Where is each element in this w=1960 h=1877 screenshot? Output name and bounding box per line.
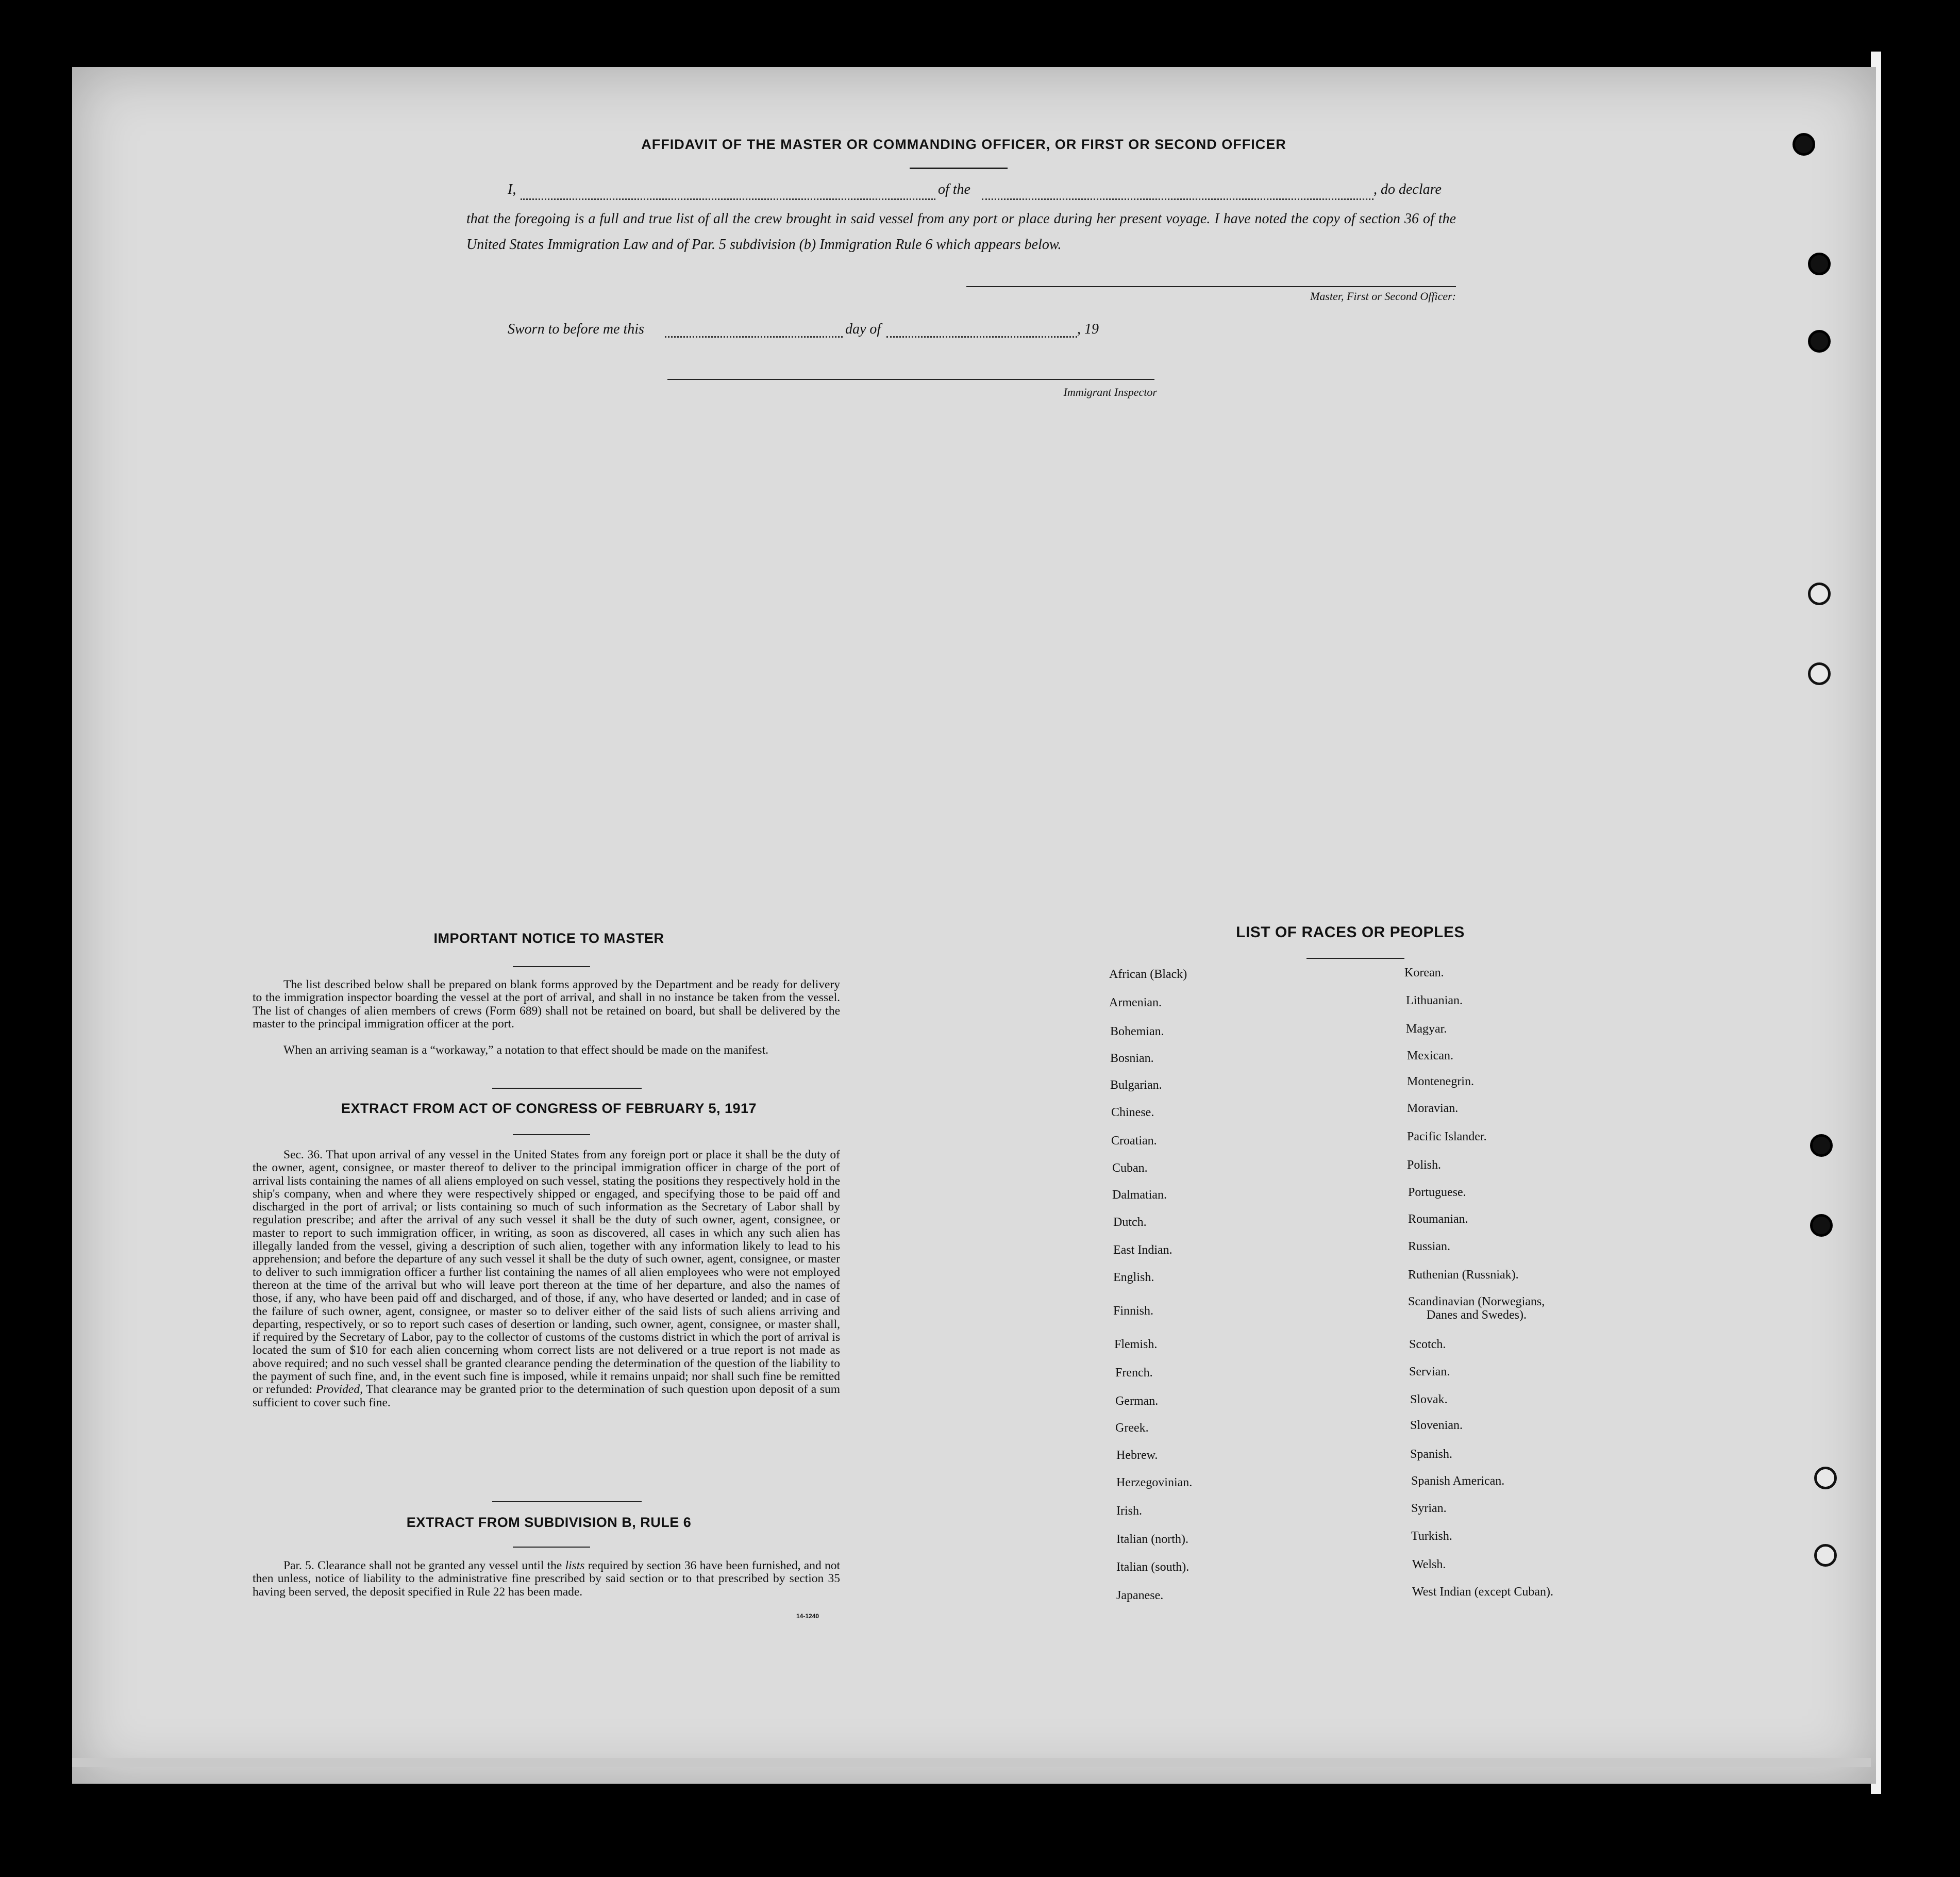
section-36-text (253, 1149, 840, 1409)
race-item: Polish. (1407, 1158, 1442, 1172)
race-item: English. (1113, 1271, 1154, 1284)
race-item: Danes and Swedes). (1427, 1308, 1527, 1322)
race-item: African (Black) (1109, 968, 1187, 981)
race-item: Cuban. (1112, 1161, 1148, 1175)
binder-hole-icon (1793, 133, 1815, 156)
rule-text-start: Par. 5. Clearance shall not be granted any vessel until the (283, 1559, 562, 1572)
section-36-body: That upon arrival of any vessel in the United States from any foreign port or place it shall be the duty of the owner, agent, consignee, or master thereof to deliver to the principal immigration officer in charge of the port of arrival lists containing the names of all aliens employed on such vessel, stating the positions they respectively hold in the ship's company, when and where they were respectively shipped or engaged, and specifying those to be paid off and discharged in the port of arrival; or lists containing so much of such information as the Secretary of Labor shall by regulation prescribe; and after the arrival of any such vessel it shall be the duty of such owner, agent, consignee, or master to report to such immigration officer, in writing, as soon as discovered, all cases in which any such alien has illegally landed from the vessel, giving a description of such alien, together with any information likely to lead to his apprehension; and before the departure of any such vessel it shall be the duty of such owner, agent, consignee, or master to deliver to such immigration officer a further list containing the names of all alien employees who were not employed thereon at the time of the arrival but who will leave port thereon at the time of her departure, and also the names of those, if any, who have been paid off and discharged, and of those, if any, who have deserted or landed; and in case of the failure of such owner, agent, consignee, or master so to deliver either of the said lists of such aliens arriving and departing, respectively, or so to report such cases of desertion or landing, such owner, agent, consignee, or master shall, if required by the Secretary of Labor, pay to the collector of customs of the customs district in which the port of arrival is located the sum of $10 for each alien concerning whom correct lists are not delivered or a true report is not made as above required; and no such vessel shall be granted clearance pending the determination of the question of the liability to the payment of such fine, and, in the event such fine is imposed, while it remains unpaid; nor shall such fine be remitted or refunded: (253, 1148, 841, 1397)
provided-label: Provided, (315, 1383, 363, 1397)
binder-hole-icon (1808, 253, 1831, 275)
paper-bottom-edge (72, 1758, 1871, 1767)
race-item: Scandinavian (Norwegians, (1408, 1295, 1545, 1308)
race-item: Hebrew. (1116, 1449, 1158, 1462)
section-label: Sec. 36. (283, 1148, 323, 1161)
race-item: Portuguese. (1408, 1186, 1466, 1199)
affidavit-i-label: I, (508, 181, 516, 197)
notice-paragraph-2: When an arriving seaman is a “workaway,” a notation to that effect should be made on the manifest. (283, 1043, 768, 1057)
section-36-end: That clearance may be granted prior to the determination of such question upon deposit of a sum sufficient to cover such fine. (253, 1383, 841, 1409)
master-signature-label: Master, First or Second Officer: (1310, 290, 1456, 303)
race-item: East Indian. (1113, 1243, 1172, 1257)
sworn-label: Sworn to before me this (508, 321, 644, 337)
race-item: French. (1115, 1366, 1153, 1380)
race-item: Irish. (1116, 1504, 1142, 1518)
race-item: Dutch. (1113, 1216, 1147, 1229)
binder-hole-icon (1810, 1134, 1833, 1157)
race-item: Slovenian. (1410, 1419, 1463, 1432)
affidavit-title: AFFIDAVIT OF THE MASTER OR COMMANDING OFFICER, OR FIRST OR SECOND OFFICER (641, 137, 1286, 152)
race-item: Moravian. (1407, 1102, 1459, 1115)
year-label: , 19 (1077, 321, 1099, 337)
race-item: Italian (south). (1116, 1560, 1190, 1574)
race-item: Spanish American. (1411, 1474, 1505, 1488)
master-signature-line[interactable] (966, 286, 1456, 287)
inspector-label: Immigrant Inspector (1063, 386, 1157, 398)
affidavit-of-the-label: of the (938, 181, 970, 197)
race-item: Slovak. (1410, 1393, 1448, 1406)
race-item: Welsh. (1412, 1558, 1446, 1571)
race-item: Japanese. (1116, 1589, 1164, 1602)
race-item: Russian. (1408, 1240, 1451, 1253)
race-item: Pacific Islander. (1407, 1130, 1487, 1143)
binder-hole-icon (1808, 662, 1831, 685)
binder-hole-icon (1814, 1544, 1837, 1567)
race-item: Servian. (1409, 1365, 1450, 1378)
race-item: Montenegrin. (1407, 1075, 1474, 1088)
race-item: Finnish. (1113, 1304, 1154, 1318)
race-item: Mexican. (1407, 1049, 1453, 1062)
race-item: Armenian. (1109, 996, 1162, 1009)
race-item: Spanish. (1410, 1448, 1453, 1461)
race-item: Syrian. (1411, 1502, 1447, 1515)
binder-hole-icon (1814, 1467, 1837, 1489)
race-item: Bulgarian. (1110, 1078, 1162, 1092)
race-item: German. (1115, 1394, 1159, 1408)
race-item: Italian (north). (1116, 1533, 1188, 1546)
race-item: Bosnian. (1110, 1052, 1154, 1065)
notice-title: IMPORTANT NOTICE TO MASTER (433, 931, 664, 946)
race-item: Roumanian. (1408, 1212, 1468, 1226)
race-item: Lithuanian. (1406, 994, 1463, 1007)
form-number: 14-1240 (796, 1613, 819, 1620)
rule-6-text (253, 1559, 840, 1599)
vessel-blank-line[interactable] (982, 198, 1373, 200)
rule-text-end: required by section 36 have been furnished, and not then unless, notice of liability to the administrative fine prescribed by said section or to that prescribed by section 35 having been served, the deposit specified in Rule 22 has been made. (253, 1559, 841, 1599)
race-item: Dalmatian. (1112, 1188, 1167, 1202)
races-title: LIST OF RACES OR PEOPLES (1236, 924, 1465, 941)
race-item: Scotch. (1409, 1338, 1446, 1351)
race-item: Bohemian. (1110, 1025, 1164, 1038)
extract-rule-title: EXTRACT FROM SUBDIVISION B, RULE 6 (406, 1515, 692, 1530)
race-item: Croatian. (1111, 1134, 1157, 1148)
race-item: Flemish. (1114, 1338, 1158, 1351)
section-divider (492, 1088, 642, 1089)
race-item: Herzegovinian. (1116, 1476, 1193, 1489)
race-item: Ruthenian (Russniak). (1408, 1268, 1519, 1282)
name-blank-line[interactable] (521, 198, 935, 200)
binder-hole-icon (1808, 330, 1831, 353)
section-divider (492, 1501, 642, 1502)
affidavit-statement: that the foregoing is a full and true list of all the crew brought in said vessel from any port or place during her present voyage. I have noted the copy of section 36 of the United States Immigration Law and of Par. 5 subdivision (b) Immigration Rule 6 which appears below. (466, 211, 1456, 253)
race-item: Magyar. (1406, 1022, 1447, 1036)
title-underline (910, 168, 1008, 169)
sworn-day-blank-line[interactable] (665, 336, 843, 338)
extract-act-underline (513, 1134, 590, 1135)
inspector-signature-line[interactable] (667, 379, 1154, 380)
race-item: West Indian (except Cuban). (1412, 1585, 1553, 1599)
day-of-label: day of (845, 321, 881, 337)
race-item: Korean. (1404, 966, 1444, 979)
lists-word: lists (565, 1559, 585, 1572)
extract-act-title: EXTRACT FROM ACT OF CONGRESS OF FEBRUARY 5, 1917 (341, 1101, 757, 1116)
race-item: Chinese. (1111, 1106, 1154, 1119)
notice-paragraph-1: The list described below shall be prepared on blank forms approved by the Department and be ready for delivery to the immigration inspector boarding the vessel at the port of arrival, and shall in no instance be taken from the vessel. The list of changes of alien members of crews (Form 689) shall not be retained on board, but shall be delivered by the master to the principal immigration officer at the port. (253, 978, 840, 1031)
binder-hole-icon (1810, 1214, 1833, 1237)
affidavit-declare-label: , do declare (1373, 181, 1442, 197)
races-underline (1306, 958, 1404, 959)
race-item: Turkish. (1411, 1530, 1452, 1543)
sworn-month-blank-line[interactable] (886, 336, 1077, 338)
binder-hole-icon (1808, 583, 1831, 605)
extract-rule-underline (513, 1547, 590, 1548)
race-item: Greek. (1115, 1421, 1149, 1435)
notice-underline (513, 966, 590, 967)
